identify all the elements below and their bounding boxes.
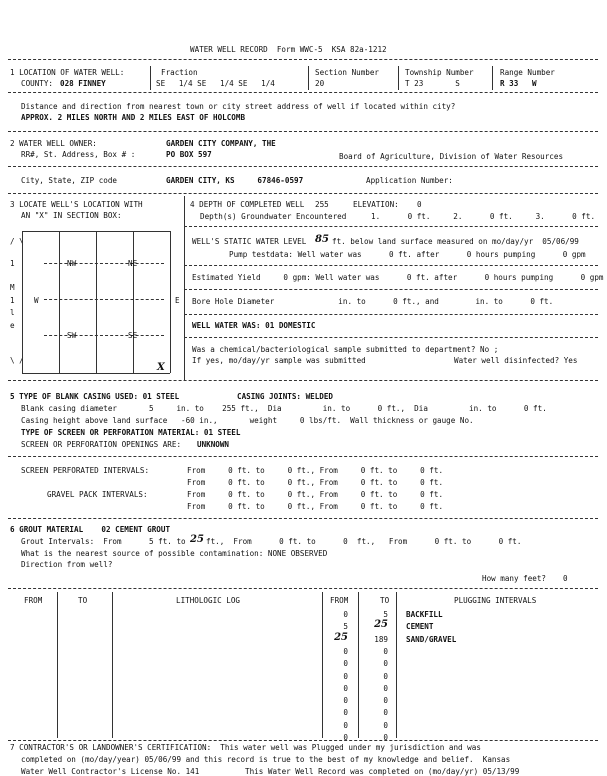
compass-n: / \ [10, 237, 24, 246]
range-label: Range Number [500, 68, 555, 77]
divider [112, 592, 113, 738]
log-header-from: FROM [24, 596, 43, 605]
plug-to: 25 [374, 619, 388, 631]
grid-side-char: 1 [10, 296, 15, 305]
divider [8, 740, 598, 741]
board-label: Board of Agriculture, Division of Water Resources [339, 152, 564, 161]
divider [184, 314, 598, 315]
grid-line [44, 335, 164, 336]
water-use: WELL WATER WAS: 01 DOMESTIC [192, 321, 316, 330]
groundwater-values: 1. 0 ft. 2. 0 ft. 3. 0 ft. [371, 212, 596, 221]
divider [8, 92, 598, 93]
plug-from: 0 [343, 708, 348, 718]
location-label: 1 LOCATION OF WATER WELL: [10, 68, 125, 77]
quadrant-sw: SW [67, 331, 77, 340]
grout-interval-value: 25 [190, 534, 204, 545]
owner-value: GARDEN CITY COMPANY, THE [166, 139, 276, 148]
divider [8, 59, 598, 60]
plug-header-to: TO [380, 596, 390, 605]
county-label: COUNTY: [21, 79, 54, 88]
static-level-rest: ft. below land surface measured on mo/day/yr 05/06/99 [332, 237, 579, 246]
casing-type: 5 TYPE OF BLANK CASING USED: 01 STEEL [10, 392, 180, 401]
depth-value: 255 [315, 200, 329, 209]
direction-label: Direction from well? [21, 560, 113, 569]
certification-line: 7 CONTRACTOR'S OR LANDOWNER'S CERTIFICATION: This water well was Plugged under my jurisdiction and was [10, 743, 481, 752]
bore-hole: Bore Hole Diameter in. to 0 ft., and in. to 0 ft. [192, 297, 554, 306]
plug-to: 5 [383, 610, 388, 619]
divider [57, 592, 58, 738]
divider [184, 289, 598, 290]
distance-value: APPROX. 2 MILES NORTH AND 2 MILES EAST OF HOLCOMB [21, 113, 246, 122]
divider [308, 66, 309, 90]
depth-label: 4 DEPTH OF COMPLETED WELL [190, 200, 305, 209]
application-label: Application Number: [366, 176, 453, 185]
how-many-feet-value: 0 [563, 574, 568, 583]
plug-to: 0 [383, 708, 388, 718]
distance-question: Distance and direction from nearest town or city street address of well if located within city? [21, 102, 456, 111]
screen-interval-row: From 0 ft. to 0 ft., From 0 ft. to 0 ft. [187, 466, 444, 475]
plug-to: 0 [383, 720, 388, 730]
plug-from: 5 [343, 622, 348, 632]
divider [8, 193, 598, 194]
grid-side-char: l [10, 308, 15, 317]
plug-desc: CEMENT [406, 622, 434, 632]
plug-to: 0 [383, 733, 388, 742]
plug-header-from: FROM [330, 596, 349, 605]
well-mark: X [157, 362, 165, 373]
static-level-value: 85 [315, 234, 329, 245]
chem-sample: Was a chemical/bacteriological sample submitted to department? No ; [192, 345, 499, 354]
grid-line [44, 299, 164, 300]
compass-e: E [175, 296, 180, 305]
screen-interval-row: From 0 ft. to 0 ft., From 0 ft. to 0 ft. [187, 478, 444, 487]
plug-from: 25 [334, 631, 348, 643]
casing-joints: CASING JOINTS: WELDED [237, 392, 334, 401]
address-value: PO BOX 597 [166, 150, 212, 159]
elevation-label: ELEVATION: [353, 200, 399, 209]
certification-line: completed on (mo/day/year) 05/06/99 and this record is true to the best of my knowledge and belief. Kansas [21, 755, 511, 764]
township-label: Township Number [405, 68, 474, 77]
casing-height: Casing height above land surface -60 in., weight 0 lbs/ft. Wall thickness or gauge No. [21, 416, 474, 425]
fraction-value: SE 1/4 SE 1/4 SE 1/4 [156, 79, 275, 88]
plug-from: 0 [343, 733, 348, 742]
plug-desc: SAND/GRAVEL [406, 634, 457, 644]
grout-intervals-rest: ft., From 0 ft. to 0 ft., From 0 ft. to 0 ft. [206, 537, 522, 546]
plug-to: 0 [383, 671, 388, 681]
divider [8, 166, 598, 167]
divider [184, 265, 598, 266]
contamination: What is the nearest source of possible contamination: NONE OBSERVED [21, 549, 328, 558]
plug-from: 0 [343, 659, 348, 669]
casing-diameter: Blank casing diameter 5 in. to 255 ft., Dia in. to 0 ft., Dia in. to 0 ft. [21, 404, 547, 413]
county-value: 028 FINNEY [60, 79, 106, 88]
groundwater-label: Depth(s) Groundwater Encountered [200, 212, 347, 221]
compass-s: \ / [10, 356, 24, 365]
grid-line [133, 231, 134, 373]
locate-label-2: AN "X" IN SECTION BOX: [21, 211, 122, 220]
grid-line [44, 263, 164, 264]
compass-w: W [34, 296, 39, 305]
log-header-litho: LITHOLOGIC LOG [176, 596, 241, 605]
gravel-intervals-label: GRAVEL PACK INTERVALS: [47, 490, 148, 499]
form-title: WATER WELL RECORD Form WWC-5 KSA 82a-1212 [190, 45, 387, 54]
openings-value: UNKNOWN [197, 440, 230, 449]
plug-to: 0 [383, 683, 388, 693]
plug-desc: BACKFILL [406, 610, 443, 619]
plug-from: 0 [343, 671, 348, 681]
grout-material: 6 GROUT MATERIAL 02 CEMENT GROUT [10, 525, 171, 534]
sample-date: If yes, mo/day/yr sample was submitted [192, 356, 366, 365]
divider [8, 380, 598, 381]
divider [184, 226, 598, 227]
pump-test: Pump testdata: Well water was 0 ft. after 0 hours pumping 0 gpm [229, 250, 586, 259]
quadrant-ne: NE [128, 259, 138, 268]
divider [398, 66, 399, 90]
plug-from: 0 [343, 696, 348, 706]
plug-from: 0 [343, 646, 348, 656]
divider [358, 592, 359, 738]
locate-label: 3 LOCATE WELL'S LOCATION WITH [10, 200, 143, 209]
plug-header-intervals: PLUGGING INTERVALS [454, 596, 537, 605]
divider [184, 337, 598, 338]
plug-from: 0 [343, 610, 348, 619]
grid-side-char: M [10, 283, 15, 292]
screen-type: TYPE OF SCREEN OR PERFORATION MATERIAL: 01 STEEL [21, 428, 241, 437]
grout-intervals: Grout Intervals: From 5 ft. to [21, 537, 186, 546]
grid-line [59, 231, 60, 373]
screen-intervals-label: SCREEN PERFORATED INTERVALS: [21, 466, 150, 475]
fraction-label: Fraction [161, 68, 198, 77]
grid-line [96, 231, 97, 373]
divider [8, 518, 598, 519]
section-label: Section Number [315, 68, 380, 77]
divider [322, 592, 323, 738]
plug-from: 0 [343, 720, 348, 730]
gravel-interval-row: From 0 ft. to 0 ft., From 0 ft. to 0 ft. [187, 502, 444, 511]
divider [8, 456, 598, 457]
estimated-yield: Estimated Yield 0 gpm: Well water was 0 ft. after 0 hours pumping 0 gpm [192, 273, 604, 282]
openings-label: SCREEN OR PERFORATION OPENINGS ARE: [21, 440, 182, 449]
township-value: T 23 S [405, 79, 460, 88]
grid-line [22, 373, 170, 374]
divider [396, 592, 397, 738]
plug-to: 0 [383, 696, 388, 706]
address-label: RR#, St. Address, Box # : [21, 150, 136, 159]
elevation-value: 0 [417, 200, 422, 209]
grid-line [170, 231, 171, 373]
quadrant-se: SE [128, 331, 138, 340]
section-value: 20 [315, 79, 325, 88]
plug-to: 189 [374, 634, 388, 644]
grid-line [22, 231, 23, 373]
divider [8, 588, 598, 589]
gravel-interval-row: From 0 ft. to 0 ft., From 0 ft. to 0 ft. [187, 490, 444, 499]
quadrant-nw: NW [67, 259, 77, 268]
plug-to: 0 [383, 646, 388, 656]
grid-side-char: 1 [10, 259, 15, 268]
divider [8, 131, 598, 132]
divider [492, 66, 493, 90]
city-label: City, State, ZIP code [21, 176, 118, 185]
disinfected: Water well disinfected? Yes [454, 356, 578, 365]
how-many-feet-label: How many feet? [482, 574, 547, 583]
certification-line: Water Well Contractor's License No. 141 This Water Well Record was completed on (mo/day/yr) 05/13/99 [21, 767, 520, 776]
divider [184, 196, 185, 380]
log-header-to: TO [78, 596, 88, 605]
grid-side-char: e [10, 321, 15, 330]
city-value: GARDEN CITY, KS 67846-0597 [166, 176, 304, 185]
plug-to: 0 [383, 659, 388, 669]
plug-from: 0 [343, 683, 348, 693]
divider [150, 66, 151, 90]
static-level-label: WELL'S STATIC WATER LEVEL [192, 237, 307, 246]
range-value: R 33 W [500, 79, 537, 88]
owner-label: 2 WATER WELL OWNER: [10, 139, 97, 148]
